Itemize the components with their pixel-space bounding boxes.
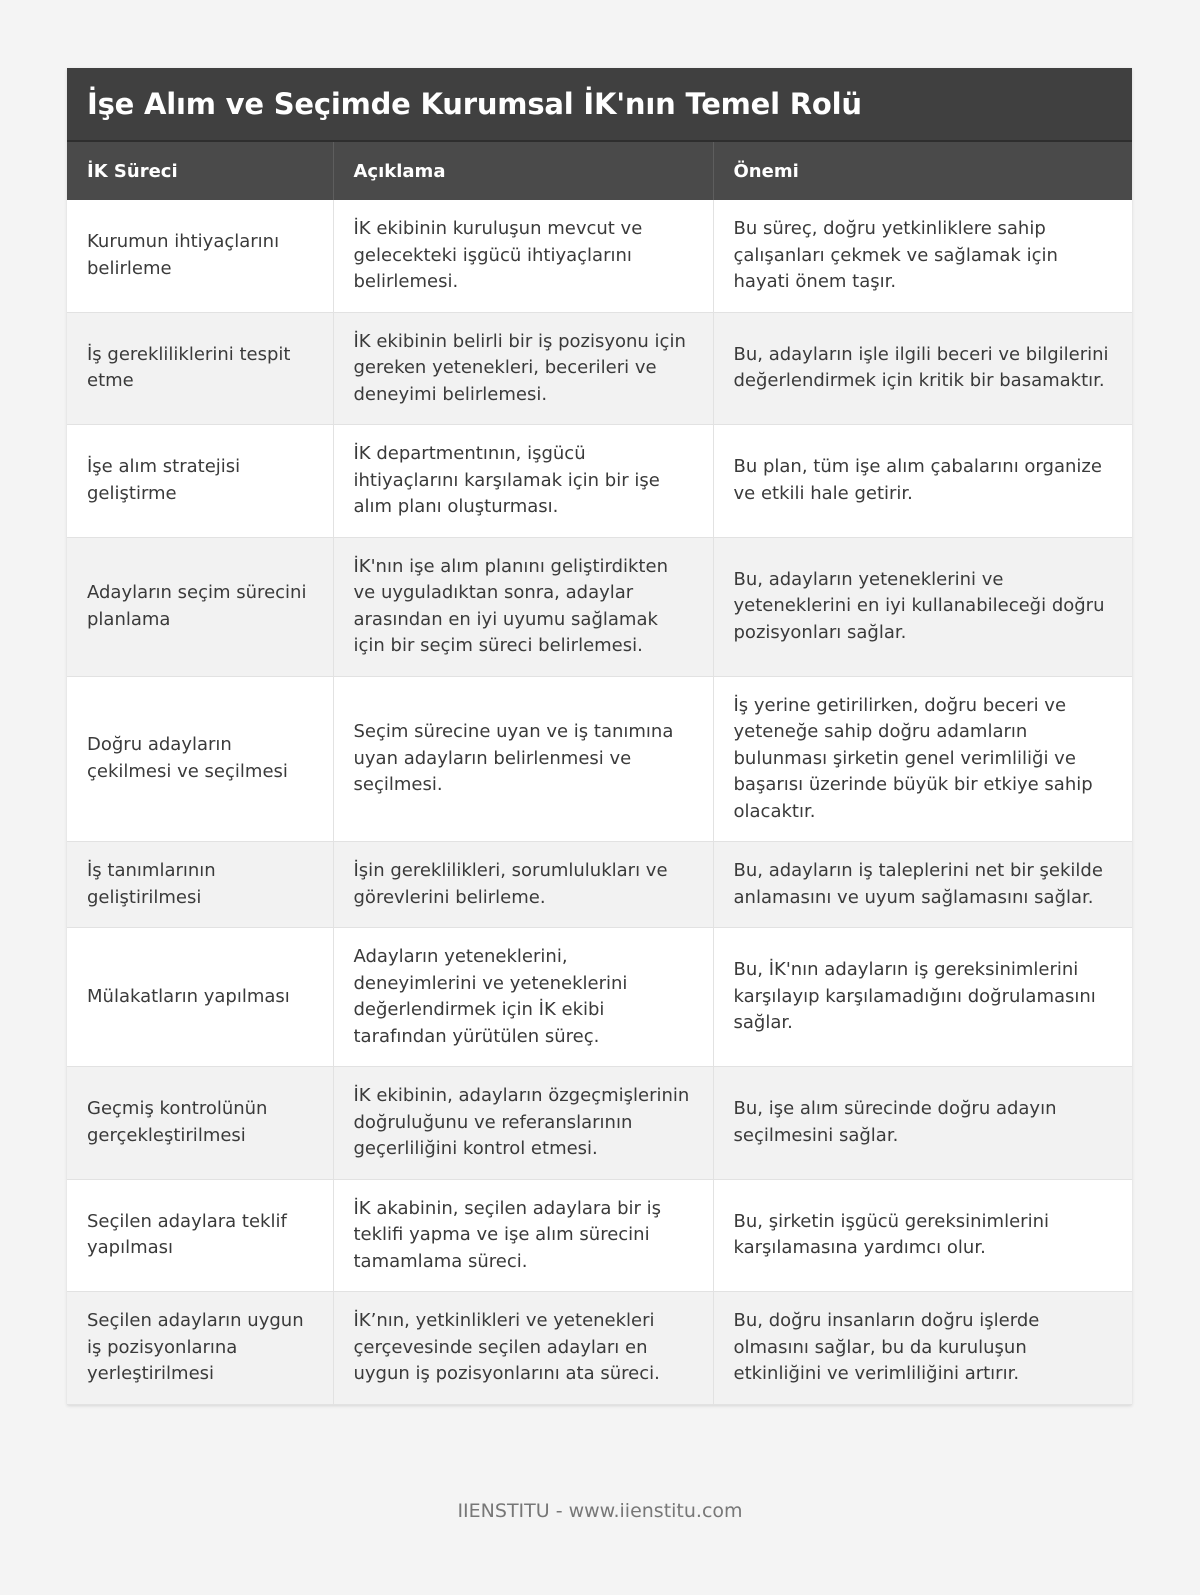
cell-importance: Bu, işe alım sürecinde doğru adayın seçilmesini sağlar.: [713, 1067, 1132, 1180]
cell-process: Adayların seçim sürecini planlama: [67, 537, 333, 676]
title-bar: [67, 68, 1132, 142]
table-row: [67, 1067, 1132, 1180]
cell-importance: Bu süreç, doğru yetkinliklere sahip çalışanları çekmek ve sağlamak için hayati önem taşır.: [713, 200, 1132, 312]
cell-process: Kurumun ihtiyaçlarını belirleme: [67, 200, 333, 312]
cell-process: Doğru adayların çekilmesi ve seçilmesi: [67, 676, 333, 842]
cell-description: İK ekibinin kuruluşun mevcut ve gelecekteki işgücü ihtiyaçlarını belirlemesi.: [333, 200, 713, 312]
table-row: [67, 842, 1132, 928]
cell-importance: Bu, İK'nın adayların iş gereksinimlerini karşılayıp karşılamadığını doğrulamasını sağlar.: [713, 928, 1132, 1067]
footer-credit: IIENSTITU - www.iienstitu.com: [457, 1500, 743, 1522]
cell-description: İK’nın, yetkinlikleri ve yetenekleri çerçevesinde seçilen adayları en uygun iş pozisyonlarını ata süreci.: [333, 1292, 713, 1405]
table-header-row: [67, 142, 1132, 200]
table-row: [67, 425, 1132, 538]
cell-description: İK akabinin, seçilen adaylara bir iş teklifi yapma ve işe alım sürecini tamamlama süreci.: [333, 1179, 713, 1292]
cell-process: Mülakatların yapılması: [67, 928, 333, 1067]
table-row: [67, 928, 1132, 1067]
cell-process: Seçilen adaylara teklif yapılması: [67, 1179, 333, 1292]
cell-description: Adayların yeteneklerini, deneyimlerini ve yeteneklerini değerlendirmek için İK ekibi tarafından yürütülen süreç.: [333, 928, 713, 1067]
cell-process: Seçilen adayların uygun iş pozisyonlarına yerleştirilmesi: [67, 1292, 333, 1405]
table-row: [67, 312, 1132, 425]
cell-process: İş tanımlarının geliştirilmesi: [67, 842, 333, 928]
table-row: [67, 676, 1132, 842]
column-header-description: Açıklama: [333, 142, 713, 200]
cell-importance: Bu, adayların işle ilgili beceri ve bilgilerini değerlendirmek için kritik bir basamaktır.: [713, 312, 1132, 425]
table-row: [67, 1292, 1132, 1405]
cell-importance: Bu, şirketin işgücü gereksinimlerini karşılamasına yardımcı olur.: [713, 1179, 1132, 1292]
table-row: [67, 200, 1132, 312]
page-title: İşe Alım ve Seçimde Kurumsal İK'nın Temel Rolü: [87, 87, 862, 121]
column-header-process: İK Süreci: [67, 142, 333, 200]
cell-description: İK ekibinin, adayların özgeçmişlerinin doğruluğunu ve referanslarının geçerliliğini kontrol etmesi.: [333, 1067, 713, 1180]
cell-description: İK ekibinin belirli bir iş pozisyonu için gereken yetenekleri, becerileri ve deneyimi belirlemesi.: [333, 312, 713, 425]
cell-importance: Bu plan, tüm işe alım çabalarını organize ve etkili hale getirir.: [713, 425, 1132, 538]
table-row: [67, 537, 1132, 676]
table-card: [67, 68, 1132, 1405]
cell-process: İşe alım stratejisi geliştirme: [67, 425, 333, 538]
hr-process-table: [67, 142, 1132, 1405]
table-row: [67, 1179, 1132, 1292]
cell-description: İK'nın işe alım planını geliştirdikten ve uyguladıktan sonra, adaylar arasından en iyi uyumu sağlamak için bir seçim süreci belirlemesi.: [333, 537, 713, 676]
cell-description: İK departmentının, işgücü ihtiyaçlarını karşılamak için bir işe alım planı oluşturması.: [333, 425, 713, 538]
cell-importance: Bu, adayların yeteneklerini ve yeteneklerini en iyi kullanabileceği doğru pozisyonları sağlar.: [713, 537, 1132, 676]
cell-process: Geçmiş kontrolünün gerçekleştirilmesi: [67, 1067, 333, 1180]
cell-process: İş gerekliliklerini tespit etme: [67, 312, 333, 425]
column-header-importance: Önemi: [713, 142, 1132, 200]
cell-description: İşin gereklilikleri, sorumlulukları ve görevlerini belirleme.: [333, 842, 713, 928]
cell-importance: Bu, adayların iş taleplerini net bir şekilde anlamasını ve uyum sağlamasını sağlar.: [713, 842, 1132, 928]
cell-importance: İş yerine getirilirken, doğru beceri ve yeteneğe sahip doğru adamların bulunması şirketin genel verimliliği ve başarısı üzerinde büyük bir etkiye sahip olacaktır.: [713, 676, 1132, 842]
cell-importance: Bu, doğru insanların doğru işlerde olmasını sağlar, bu da kuruluşun etkinliğini ve verimliliğini artırır.: [713, 1292, 1132, 1405]
cell-description: Seçim sürecine uyan ve iş tanımına uyan adayların belirlenmesi ve seçilmesi.: [333, 676, 713, 842]
